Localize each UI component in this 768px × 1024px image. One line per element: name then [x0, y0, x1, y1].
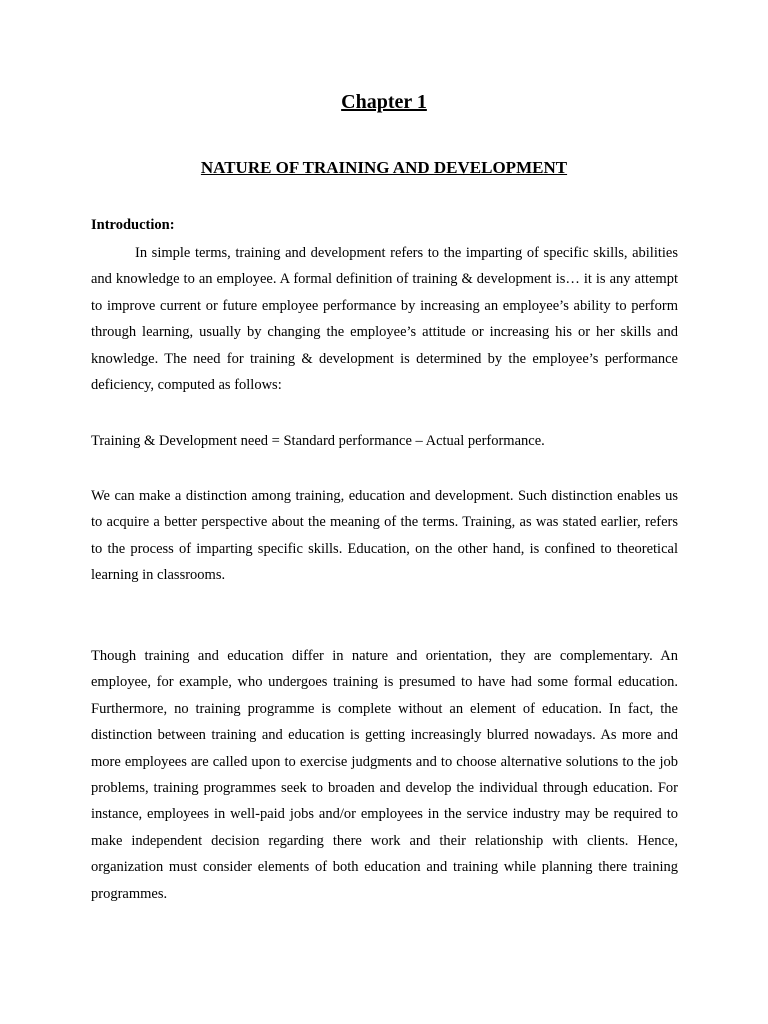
paragraph-distinction: We can make a distinction among training, education and development. Such distinction enables us to acquire a better perspective about the meaning of the terms. Training, as was stated earlier, refers to the process of imparting specific skills. Education, on the other hand, is confined to theoretical learning in classrooms. — [91, 488, 678, 584]
section-title: NATURE OF TRAINING AND DEVELOPMENT — [200, 158, 568, 177]
paragraph-definition: In simple terms, training and development refers to the imparting of specific skills, abilities and knowledge to an employee. A formal definition of training & development is… it is any attempt to improve current or future employee performance by increasing an employee’s ability to perform through learning, usually by changing the employee’s attitude or increasing his or her skills and knowledge. The need for training & development is determined by the employee’s performance deficiency, computed as follows: — [91, 245, 678, 394]
paragraph-formula: Training & Development need = Standard performance – Actual performance. — [91, 433, 545, 449]
paragraph-complementary: Though training and education differ in nature and orientation, they are complementary. An employee, for example, who undergoes training is presumed to have had some formal education. Furthermore, no training programme is complete without an element of education. In fact, the distinction between training and education is getting increasingly blurred nowadays. As more and more employees are called upon to exercise judgments and to choose alternative solutions to the job problems, training programmes seek to broaden and develop the individual through education. For instance, employees in well-paid jobs and/or employees in the service industry may be required to make independent decision regarding there work and their relationship with clients. Hence, organization must consider elements of both education and training while planning there training programmes. — [91, 648, 678, 902]
chapter-title: Chapter 1 — [341, 91, 427, 113]
introduction-heading: Introduction: — [91, 217, 175, 233]
